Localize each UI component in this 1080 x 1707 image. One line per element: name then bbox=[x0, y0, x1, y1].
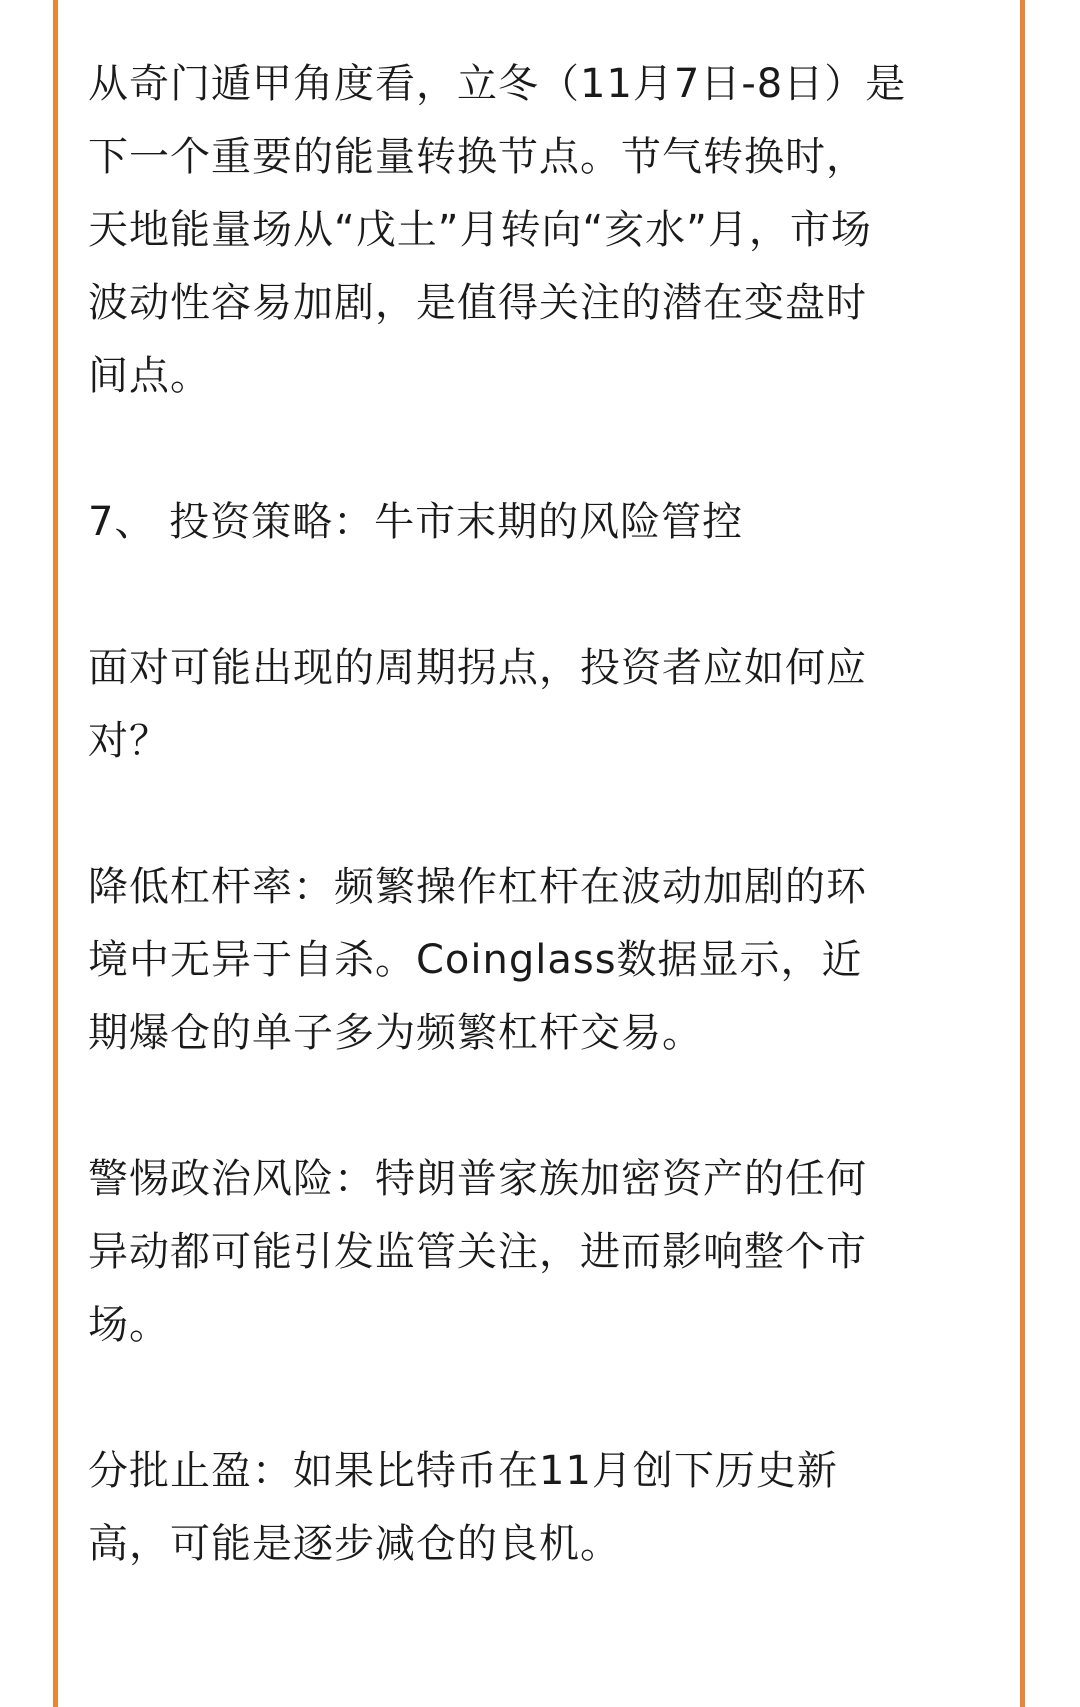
text-line: 对？ bbox=[88, 718, 170, 764]
paragraph-reduce-leverage bbox=[88, 851, 998, 1070]
text-line: 场。 bbox=[88, 1302, 170, 1348]
text-line: 警惕政治风险：特朗普家族加密资产的任何 bbox=[88, 1156, 867, 1202]
text-line: 波动性容易加剧，是值得关注的潜在变盘时 bbox=[88, 280, 867, 326]
frame-border-right bbox=[1020, 0, 1025, 1707]
text-line: 从奇门遁甲角度看，立冬（11月7日-8日）是 bbox=[88, 61, 907, 107]
paragraph-intro-question bbox=[88, 632, 998, 778]
text-line: 天地能量场从“戊土”月转向“亥水”月，市场 bbox=[88, 207, 872, 253]
text-line: 境中无异于自杀。Coinglass数据显示，近 bbox=[88, 937, 863, 983]
text-line: 高，可能是逐步减仓的良机。 bbox=[88, 1521, 621, 1567]
text-line: 面对可能出现的周期拐点，投资者应如何应 bbox=[88, 645, 867, 691]
text-line: 降低杠杆率：频繁操作杠杆在波动加剧的环 bbox=[88, 864, 867, 910]
text-line: 下一个重要的能量转换节点。节气转换时， bbox=[88, 134, 867, 180]
paragraph-political-risk bbox=[88, 1143, 998, 1362]
text-line: 分批止盈：如果比特币在11月创下历史新 bbox=[88, 1448, 838, 1494]
section-heading-investment-strategy bbox=[88, 486, 998, 559]
paragraph-qimen-lidong bbox=[88, 48, 998, 413]
text-line: 期爆仓的单子多为频繁杠杆交易。 bbox=[88, 1010, 703, 1056]
frame-border-left bbox=[53, 0, 58, 1707]
text-line: 7、 投资策略：牛市末期的风险管控 bbox=[88, 499, 744, 545]
paragraph-take-profit bbox=[88, 1435, 998, 1581]
text-line: 间点。 bbox=[88, 353, 211, 399]
article-body bbox=[88, 48, 998, 1581]
text-line: 异动都可能引发监管关注，进而影响整个市 bbox=[88, 1229, 867, 1275]
